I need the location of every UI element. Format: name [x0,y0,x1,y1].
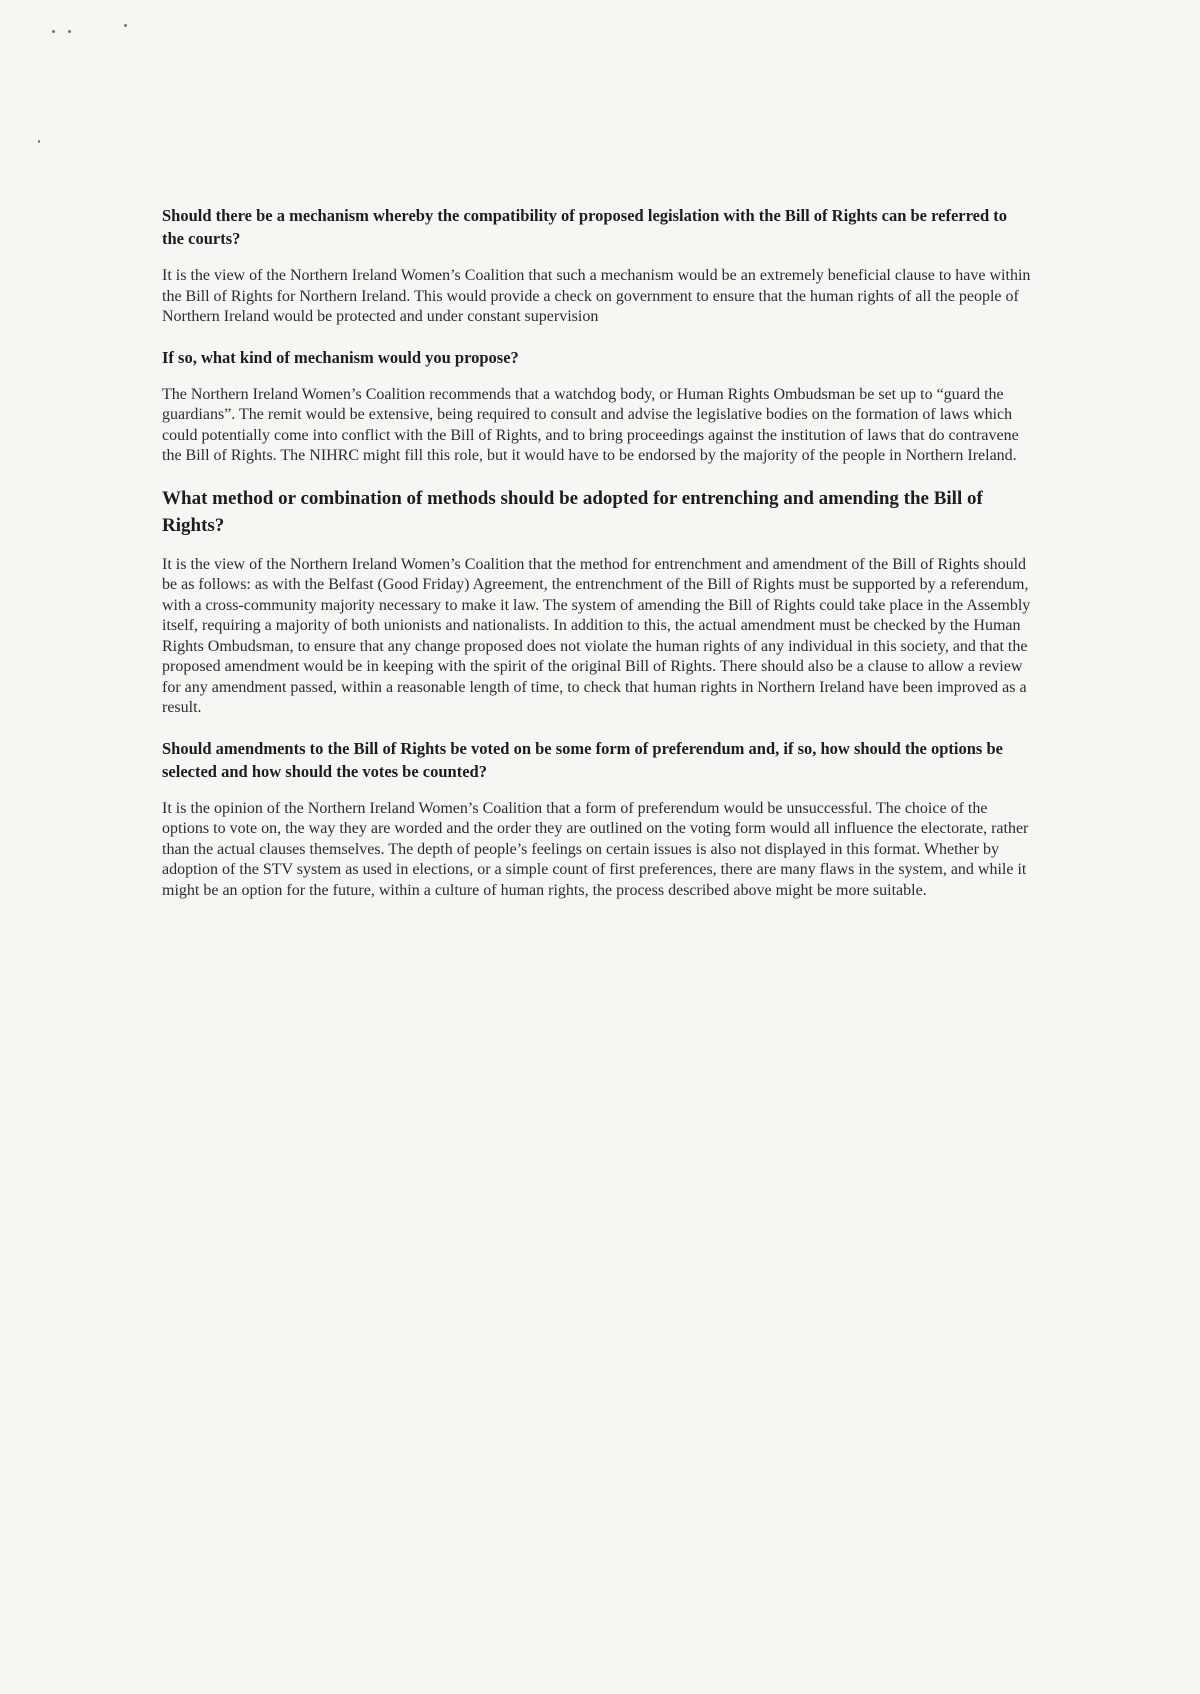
section-mechanism-proposal [162,346,1032,467]
answer-paragraph: It is the opinion of the Northern Ireland Women’s Coalition that a form of preferendum would be unsuccessful. The choice of the options to vote on, the way they are worded and the order they are outlined on the voting form would all influence the electorate, rather than the actual clauses themselves. The depth of people’s feelings on certain issues is also not displayed in this format. Whether by adoption of the STV system as used in elections, or a simple count of first preferences, there are many flaws in the system, and while it might be an option for the future, within a culture of human rights, the process described above might be more suitable. [162,799,1029,899]
section-legislation-referral [162,204,1032,328]
question-heading: What method or combination of methods should be adopted for entrenching and amending the Bill of Rights? [162,487,983,536]
section-preferendum [162,737,1032,902]
question-heading: Should amendments to the Bill of Rights be voted on be some form of preferendum and, if so, how should the options be selected and how should the votes be counted? [162,738,1003,781]
scan-speck [124,24,127,27]
answer-paragraph: It is the view of the Northern Ireland Women’s Coalition that such a mechanism would be an extremely beneficial clause to have within the Bill of Rights for Northern Ireland. This would provide a check on government to ensure that the human rights of all the people of Northern Ireland would be protected and under constant supervision [162,267,1031,325]
question-heading: If so, what kind of mechanism would you propose? [162,347,519,367]
scan-speck [38,140,40,143]
document-body [162,204,1032,919]
question-heading: Should there be a mechanism whereby the compatibility of proposed legislation with the Bill of Rights can be referred to the courts? [162,206,1008,248]
scan-speck [52,30,55,33]
answer-paragraph: It is the view of the Northern Ireland Women’s Coalition that the method for entrenchment and amendment of the Bill of Rights should be as follows: as with the Belfast (Good Friday) Agreement, the entrenchment of the Bill of Rights must be supported by a referendum, with a cross-community majority necessary to make it law. The system of amending the Bill of Rights could take place in the Assembly itself, requiring a majority of both unionists and nationalists. In addition to this, the actual amendment must be checked by the Human Rights Ombudsman, to ensure that any change proposed does not violate the human rights of any individual in this society, and that the proposed amendment would be in keeping with the spirit of the original Bill of Rights. There should also be a clause to allow a review for any amendment passed, within a reasonable length of time, to check that human rights in Northern Ireland have been improved as a result. [162,555,1031,716]
scan-marks [48,22,138,162]
answer-paragraph: The Northern Ireland Women’s Coalition recommends that a watchdog body, or Human Rights Ombudsman be set up to “guard the guardians”. The remit would be extensive, being required to consult and advise the legislative bodies on the formation of laws which could potentially come into conflict with the Bill of Rights, and to bring proceedings against the institution of laws that do contravene the Bill of Rights. The NIHRC might fill this role, but it would have to be endorsed by the majority of the people in Northern Ireland. [162,385,1019,464]
section-entrenching-amending [162,485,1032,719]
scan-speck [68,30,71,33]
